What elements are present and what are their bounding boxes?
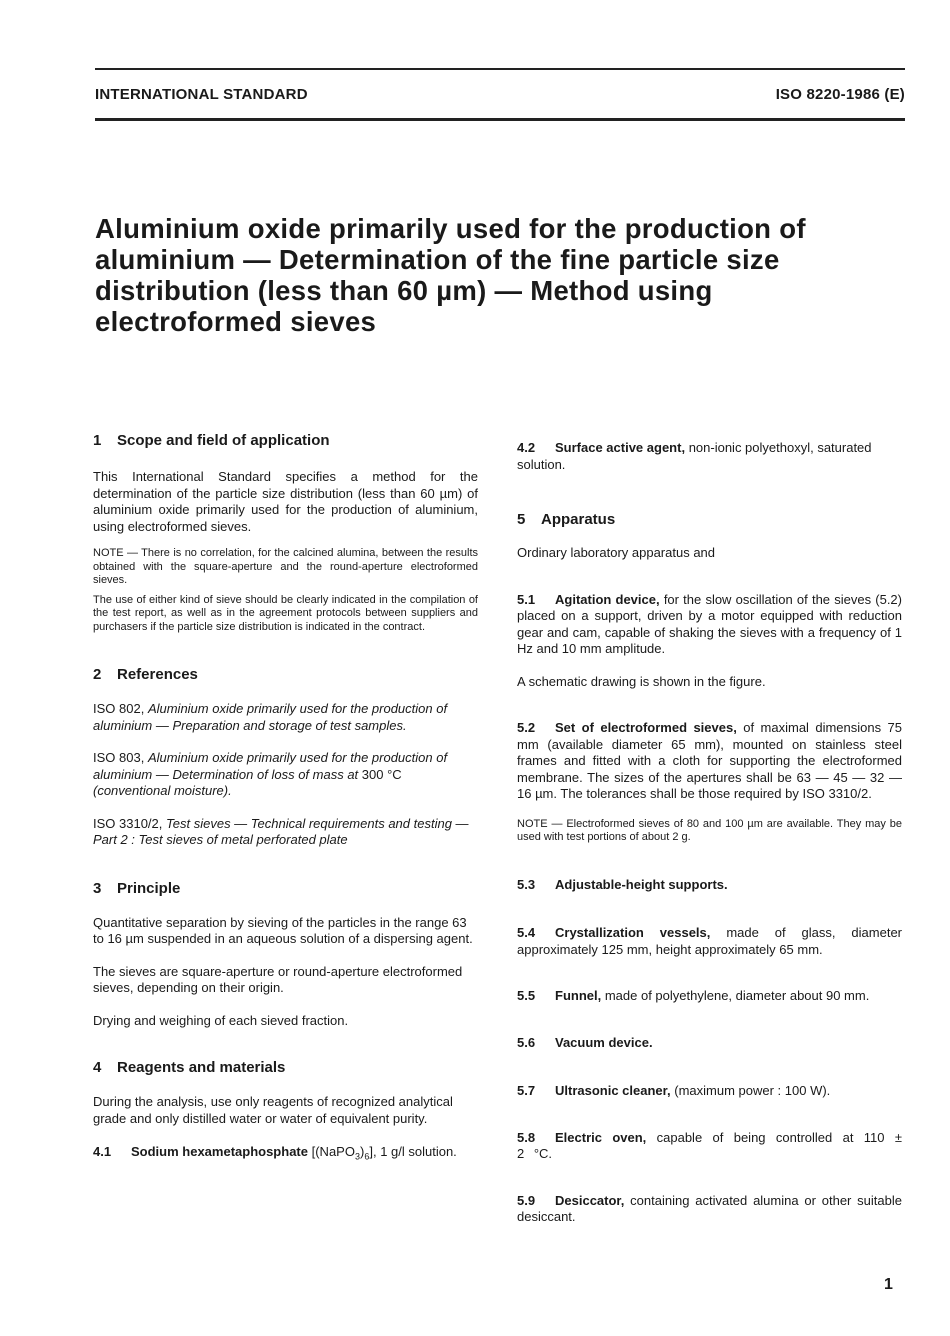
clause-title: Funnel,	[555, 988, 602, 1003]
section-number: 1	[93, 432, 102, 449]
section-5-heading	[517, 511, 902, 529]
page-number: 1	[884, 1276, 893, 1293]
principle-paragraph-2: The sieves are square-aperture or round-aperture electroformed sieves, depending on their origin.	[93, 963, 463, 995]
section-title: Reagents and materials	[117, 1059, 286, 1076]
right-column	[517, 440, 902, 1226]
reagents-paragraph: During the analysis, use only reagents of recognized analytical grade and only distilled water or water of equivalent purity.	[93, 1094, 453, 1126]
clause-title: Set of electroformed sieves,	[555, 720, 737, 735]
principle-paragraph-1: Quantitative separation by sieving of the particles in the range 63 to 16 µm suspended in an aqueous solution of a dispersing agent.	[93, 914, 473, 946]
clause-title: Crystallization vessels,	[555, 925, 711, 940]
clause-number: 4.2	[517, 440, 536, 455]
document-title: Aluminium oxide primarily used for the production of aluminium — Determination of the fine particle size distribution (less than 60 µm) — Method using electroformed sieves	[95, 213, 806, 337]
clause-5-3	[517, 877, 902, 894]
clause-text: (maximum power : 100 W).	[674, 1083, 831, 1098]
chemical-formula: $[(NaPO_3)_6]$,	[311, 1144, 377, 1162]
apparatus-intro: Ordinary laboratory apparatus and	[517, 545, 716, 560]
section-number: 2	[93, 666, 102, 683]
clause-number: 5.1	[517, 591, 536, 607]
clause-5-2	[517, 720, 902, 803]
reference-title-suffix: (conventional moisture).	[93, 783, 232, 798]
clause-title: Vacuum device.	[555, 1034, 653, 1050]
clause-5-6	[517, 1035, 902, 1052]
clause-title: Surface active agent,	[555, 440, 686, 455]
clause-number: 5.8	[517, 1129, 536, 1145]
clause-5-9	[517, 1193, 902, 1226]
reference-code: ISO 803,	[93, 750, 145, 765]
clause-number: 4.1	[93, 1144, 112, 1159]
clause-title: Electric oven,	[555, 1129, 647, 1145]
clause-title: Adjustable-height supports.	[555, 876, 728, 892]
section-4-heading	[93, 1059, 478, 1077]
section-title: Scope and field of application	[117, 432, 330, 449]
section-title: Principle	[117, 879, 181, 897]
reference-title: Aluminium oxide primarily used for the production of aluminium — Preparation and storage of test samples.	[93, 701, 448, 733]
reference-iso-802	[93, 701, 478, 734]
reagent-4-2	[517, 440, 902, 473]
section-number: 4	[93, 1059, 102, 1076]
header-standard-number: ISO 8220-1986 (E)	[775, 86, 905, 103]
reference-iso-803	[93, 750, 478, 800]
clause-number: 5.7	[517, 1083, 536, 1098]
clause-title: Ultrasonic cleaner,	[555, 1083, 671, 1098]
clause-text: capable of being controlled at 110 ± 2 °C.	[517, 1129, 902, 1161]
clause-text: containing activated alumina or other suitable desiccant.	[517, 1192, 902, 1224]
section-1-heading	[93, 432, 478, 450]
section-number: 5	[517, 511, 526, 528]
scope-note: NOTE — There is no correlation, for the calcined alumina, between the results obtained with the square-aperture and the round-aperture electroformed sieves.	[93, 547, 478, 586]
section-3-heading	[93, 880, 478, 898]
clause-text: non-ionic polyethoxyl, saturated solution.	[517, 440, 872, 472]
clause-number: 5.9	[517, 1192, 536, 1208]
clause-5-4	[517, 925, 902, 958]
clause-5-1-figure-note: A schematic drawing is shown in the figure.	[517, 673, 766, 689]
clause-text: for the slow oscillation of the sieves (5.2) placed on a support, driven by a motor equipped with reduction gear and cam, capable of shaking the sieves with a frequency of 1 Hz and 10 mm amplitude.	[517, 591, 902, 656]
clause-text: made of glass, diameter approximately 125 mm, height approximately 65 mm.	[517, 925, 902, 957]
clause-number: 5.3	[517, 876, 536, 892]
reference-title: Aluminium oxide primarily used for the production of aluminium — Determination of loss of mass at	[93, 750, 448, 782]
section-title: Apparatus	[541, 511, 616, 528]
clause-number: 5.5	[517, 988, 536, 1003]
reference-iso-3310	[93, 816, 478, 849]
reference-temperature: 300 °C	[361, 766, 402, 782]
left-column	[93, 432, 478, 1165]
reference-code: ISO 3310/2,	[93, 815, 163, 831]
clause-text: 1 g/l solution.	[380, 1144, 457, 1159]
reference-code: ISO 802,	[93, 701, 145, 716]
clause-title: Sodium hexametaphosphate	[131, 1144, 308, 1159]
clause-5-2-note: NOTE — Electroformed sieves of 80 and 100 µm are available. They may be used with test portions of about 2 g.	[517, 817, 902, 843]
clause-5-5	[517, 988, 902, 1005]
reagent-4-1	[93, 1144, 478, 1165]
section-title: References	[117, 666, 198, 683]
clause-title: Agitation device,	[555, 591, 660, 607]
clause-number: 5.4	[517, 925, 536, 940]
scope-note-usage: The use of either kind of sieve should be clearly indicated in the compilation of the test report, as well as in the agreement protocols between suppliers and purchasers if the particle size distribution is indicated in the contract.	[93, 593, 478, 633]
clause-number: 5.6	[517, 1034, 536, 1050]
clause-text: made of polyethylene, diameter about 90 mm.	[604, 988, 870, 1003]
scope-paragraph: This International Standard specifies a method for the determination of the particle size distribution (less than 60 µm) of aluminium oxide primarily used for the production of aluminium, using electroformed sieves.	[93, 469, 478, 534]
clause-number: 5.2	[517, 720, 536, 735]
reference-title: Test sieves — Technical requirements and testing — Part 2 : Test sieves of metal perforated plate	[93, 815, 469, 847]
header-top-rule	[95, 68, 905, 70]
clause-5-1	[517, 592, 902, 658]
clause-title: Desiccator,	[555, 1192, 625, 1208]
clause-text: of maximal dimensions 75 mm (available diameter 65 mm), mounted on stainless steel frames and fitted with a cloth for supporting the electroformed membrane. The sizes of the apertures shall be 63 — 45 — 32 — 16 µm. The tolerances shall be those required by ISO 3310/2.	[517, 720, 902, 801]
clause-5-8	[517, 1130, 902, 1163]
section-number: 3	[93, 879, 102, 897]
section-2-heading	[93, 666, 478, 684]
clause-5-7	[517, 1083, 902, 1100]
principle-paragraph-3: Drying and weighing of each sieved fraction.	[93, 1012, 349, 1028]
header-bottom-rule	[95, 118, 905, 121]
header-standard-type: INTERNATIONAL STANDARD	[95, 86, 308, 103]
